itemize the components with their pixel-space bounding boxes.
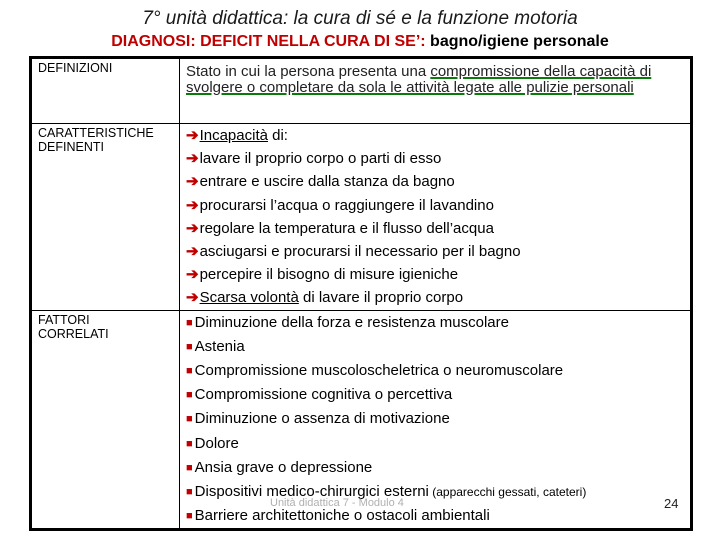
square-bullet-icon: ■: [186, 486, 193, 499]
content-fattori: [180, 310, 692, 530]
arrow-icon: ➔: [186, 219, 199, 237]
arrow-icon: ➔: [186, 243, 199, 261]
list-item: ➔percepire il bisogno di misure igieniche: [186, 266, 459, 284]
label-caratteristiche: CARATTERISTICHE DEFINENTI: [31, 124, 180, 311]
list-item: ■ Compromissione cognitiva o percettiva: [186, 386, 453, 404]
list-item: ➔lavare il proprio corpo o parti di esso: [186, 150, 442, 168]
list-item: ■ Dolore: [186, 434, 239, 452]
diagnosis-subtitle: [0, 33, 720, 51]
square-bullet-icon: ■: [186, 510, 193, 523]
list-item: ■ Dispositivi medico-chirurgici esterni (apparecchi gessati, cateteri): [186, 483, 587, 501]
square-bullet-icon: ■: [186, 316, 193, 329]
square-bullet-icon: ■: [186, 389, 193, 402]
diagnosis-topic: bagno/igiene personale: [425, 33, 609, 50]
square-bullet-icon: ■: [186, 461, 193, 474]
row-caratteristiche: [31, 124, 692, 311]
label-definizioni: DEFINIZIONI: [31, 58, 180, 124]
diagnosis-label: DIAGNOSI: DEFICIT NELLA CURA DI SE’:: [111, 33, 426, 50]
list-item: ■ Diminuzione o assenza di motivazione: [186, 410, 450, 428]
definition-text: Stato in cui la persona presenta una compromissione della capacità di svolgere o completare da sola le attività legate alle pulizie personali: [186, 63, 652, 96]
arrow-icon: ➔: [186, 289, 199, 307]
page-number: 24: [664, 496, 679, 511]
list-item: ➔regolare la temperatura e il flusso dell’acqua: [186, 219, 494, 237]
square-bullet-icon: ■: [186, 413, 193, 426]
arrow-icon: ➔: [186, 173, 199, 191]
footer-watermark: Unità didattica 7 - Modulo 4: [270, 497, 404, 509]
list-item: ➔procurarsi l’acqua o raggiungere il lavandino: [186, 196, 494, 214]
arrow-icon: ➔: [186, 127, 199, 144]
square-bullet-icon: ■: [186, 437, 193, 450]
content-caratteristiche: [180, 124, 692, 311]
definition-underlined: compromissione della capacità di svolgere o completare da sola le attività legate alle pulizie personali: [186, 63, 652, 96]
arrow-icon: ➔: [186, 196, 199, 214]
list-item: ■ Ansia grave o depressione: [186, 458, 373, 476]
diagnosis-table: [29, 56, 693, 531]
list-item: ■ Barriere architettoniche o ostacoli ambientali: [186, 507, 490, 525]
row-definizioni: [31, 58, 692, 124]
square-bullet-icon: ■: [186, 365, 193, 378]
label-fattori: FATTORI CORRELATI: [31, 310, 180, 530]
list-item: ■ Compromissione muscoloscheletrica o neuromuscolare: [186, 362, 564, 380]
list-item: ➔asciugarsi e procurarsi il necessario per il bagno: [186, 243, 521, 261]
page-title: 7° unità didattica: la cura di sé e la funzione motoria: [142, 8, 578, 29]
arrow-icon: ➔: [186, 266, 199, 284]
list-item: ➔entrare e uscire dalla stanza da bagno: [186, 173, 455, 191]
list-item: ➔Incapacità di:: [186, 127, 288, 144]
list-item: ■ Astenia: [186, 337, 245, 355]
arrow-icon: ➔: [186, 150, 199, 168]
square-bullet-icon: ■: [186, 340, 193, 353]
content-definizioni: [180, 58, 692, 124]
list-item: ■ Diminuzione della forza e resistenza muscolare: [186, 313, 509, 331]
list-item: ➔Scarsa volontà di lavare il proprio corpo: [186, 289, 464, 307]
